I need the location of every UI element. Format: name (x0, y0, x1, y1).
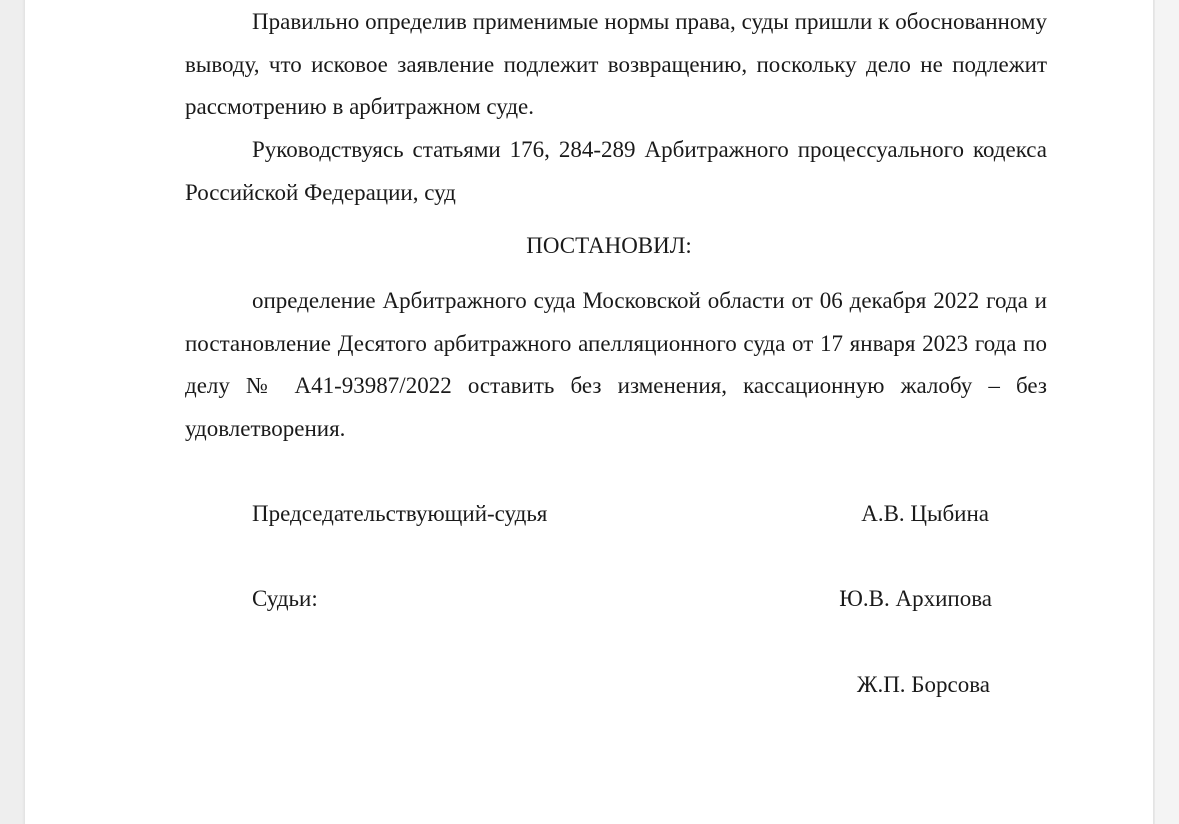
judge-name-2: Ж.П. Борсова (856, 672, 990, 697)
paragraph-guided-by: Руководствуясь статьями 176, 284-289 Арбитражного процессуального кодекса Российской Федерации, суд (185, 137, 1047, 205)
paragraph-reasoning: Правильно определив применимые нормы права, суды пришли к обоснованному выводу, что исковое заявление подлежит возвращению, поскольку дело не подлежит рассмотрению в арбитражном суде. (185, 9, 1047, 119)
scrollbar-track[interactable] (1155, 0, 1179, 824)
presiding-judge-name: А.В. Цыбина (861, 501, 989, 526)
judges-label: Судьи: (252, 586, 318, 611)
ruling-heading: ПОСТАНОВИЛ: (526, 233, 692, 258)
paragraph-ruling: определение Арбитражного суда Московской области от 06 декабря 2022 года и постановление Десятого арбитражного апелляционного суда от 17 января 2023 года по делу № А41-93987/2022 оставить без изменения, кассационную жалобу – без удовлетворения. (185, 288, 1047, 441)
judge-name-1: Ю.В. Архипова (839, 586, 992, 611)
presiding-judge-label: Председательствующий-судья (252, 501, 548, 526)
